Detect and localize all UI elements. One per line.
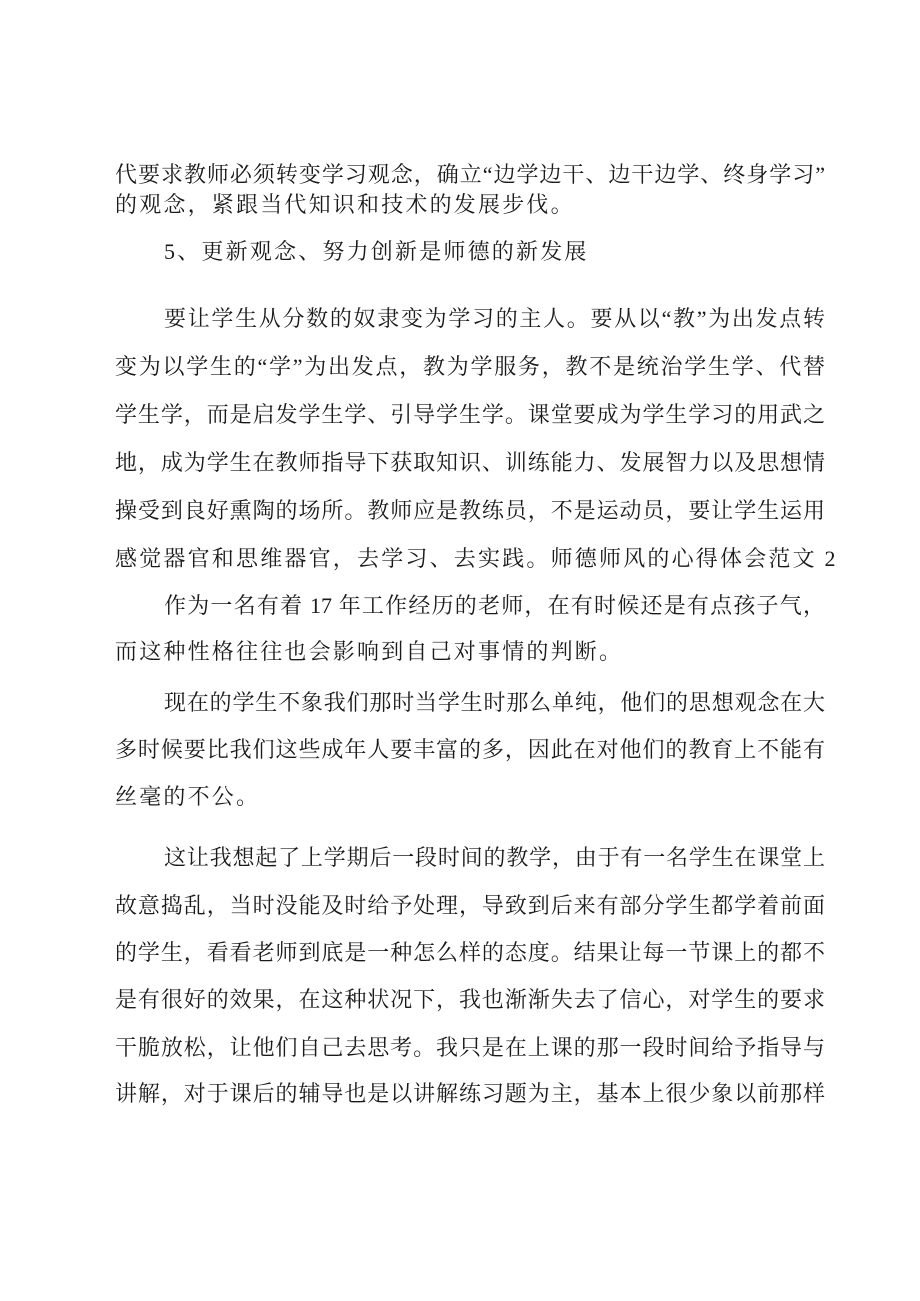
paragraph-line: 操受到良好熏陶的场所。教师应是教练员，不是运动员，要让学生运用 xyxy=(115,498,825,523)
paragraph-line: 代要求教师必须转变学习观念，确立“边学边干、边干边学、终身学习” xyxy=(115,162,825,187)
paragraph-line: 是有很好的效果，在这种状况下，我也渐渐失去了信心，对学生的要求 xyxy=(115,987,825,1012)
paragraph-line: 的学生，看看老师到底是一种怎么样的态度。结果让每一节课上的都不 xyxy=(115,940,825,965)
paragraph-line: 故意捣乱，当时没能及时给予处理，导致到后来有部分学生都学着前面 xyxy=(115,893,825,918)
paragraph-line: 作为一名有着 17 年工作经历的老师，在有时候还是有点孩子气， xyxy=(164,593,825,618)
paragraph-line: 要让学生从分数的奴隶变为学习的主人。要从以“教”为出发点转 xyxy=(164,306,825,331)
paragraph-line: 这让我想起了上学期后一段时间的教学，由于有一名学生在课堂上 xyxy=(164,845,825,870)
paragraph-line: 地，成为学生在教师指导下获取知识、训练能力、发展智力以及思想情 xyxy=(115,450,825,475)
paragraph-line: 变为以学生的“学”为出发点，教为学服务，教不是统治学生学、代替 xyxy=(115,354,825,379)
paragraph-line: 学生学，而是启发学生学、引导学生学。课堂要成为学生学习的用武之 xyxy=(115,402,825,427)
section-heading: 5、更新观念、努力创新是师德的新发展 xyxy=(164,239,589,264)
paragraph-line: 讲解，对于课后的辅导也是以讲解练习题为主，基本上很少象以前那样 xyxy=(115,1081,825,1106)
paragraph-line: 感觉器官和思维器官，去学习、去实践。师德师风的心得体会范文 2 xyxy=(115,546,838,571)
paragraph-line: 现在的学生不象我们那时当学生时那么单纯，他们的思想观念在大 xyxy=(164,690,825,715)
paragraph-line: 的观念，紧跟当代知识和技术的发展步伐。 xyxy=(115,192,575,217)
paragraph-line: 而这种性格往往也会影响到自己对事情的判断。 xyxy=(115,639,624,664)
paragraph-line: 丝毫的不公。 xyxy=(115,784,261,809)
paragraph-line: 干脆放松，让他们自己去思考。我只是在上课的那一段时间给予指导与 xyxy=(115,1035,825,1060)
paragraph-line: 多时候要比我们这些成年人要丰富的多，因此在对他们的教育上不能有 xyxy=(115,737,825,762)
